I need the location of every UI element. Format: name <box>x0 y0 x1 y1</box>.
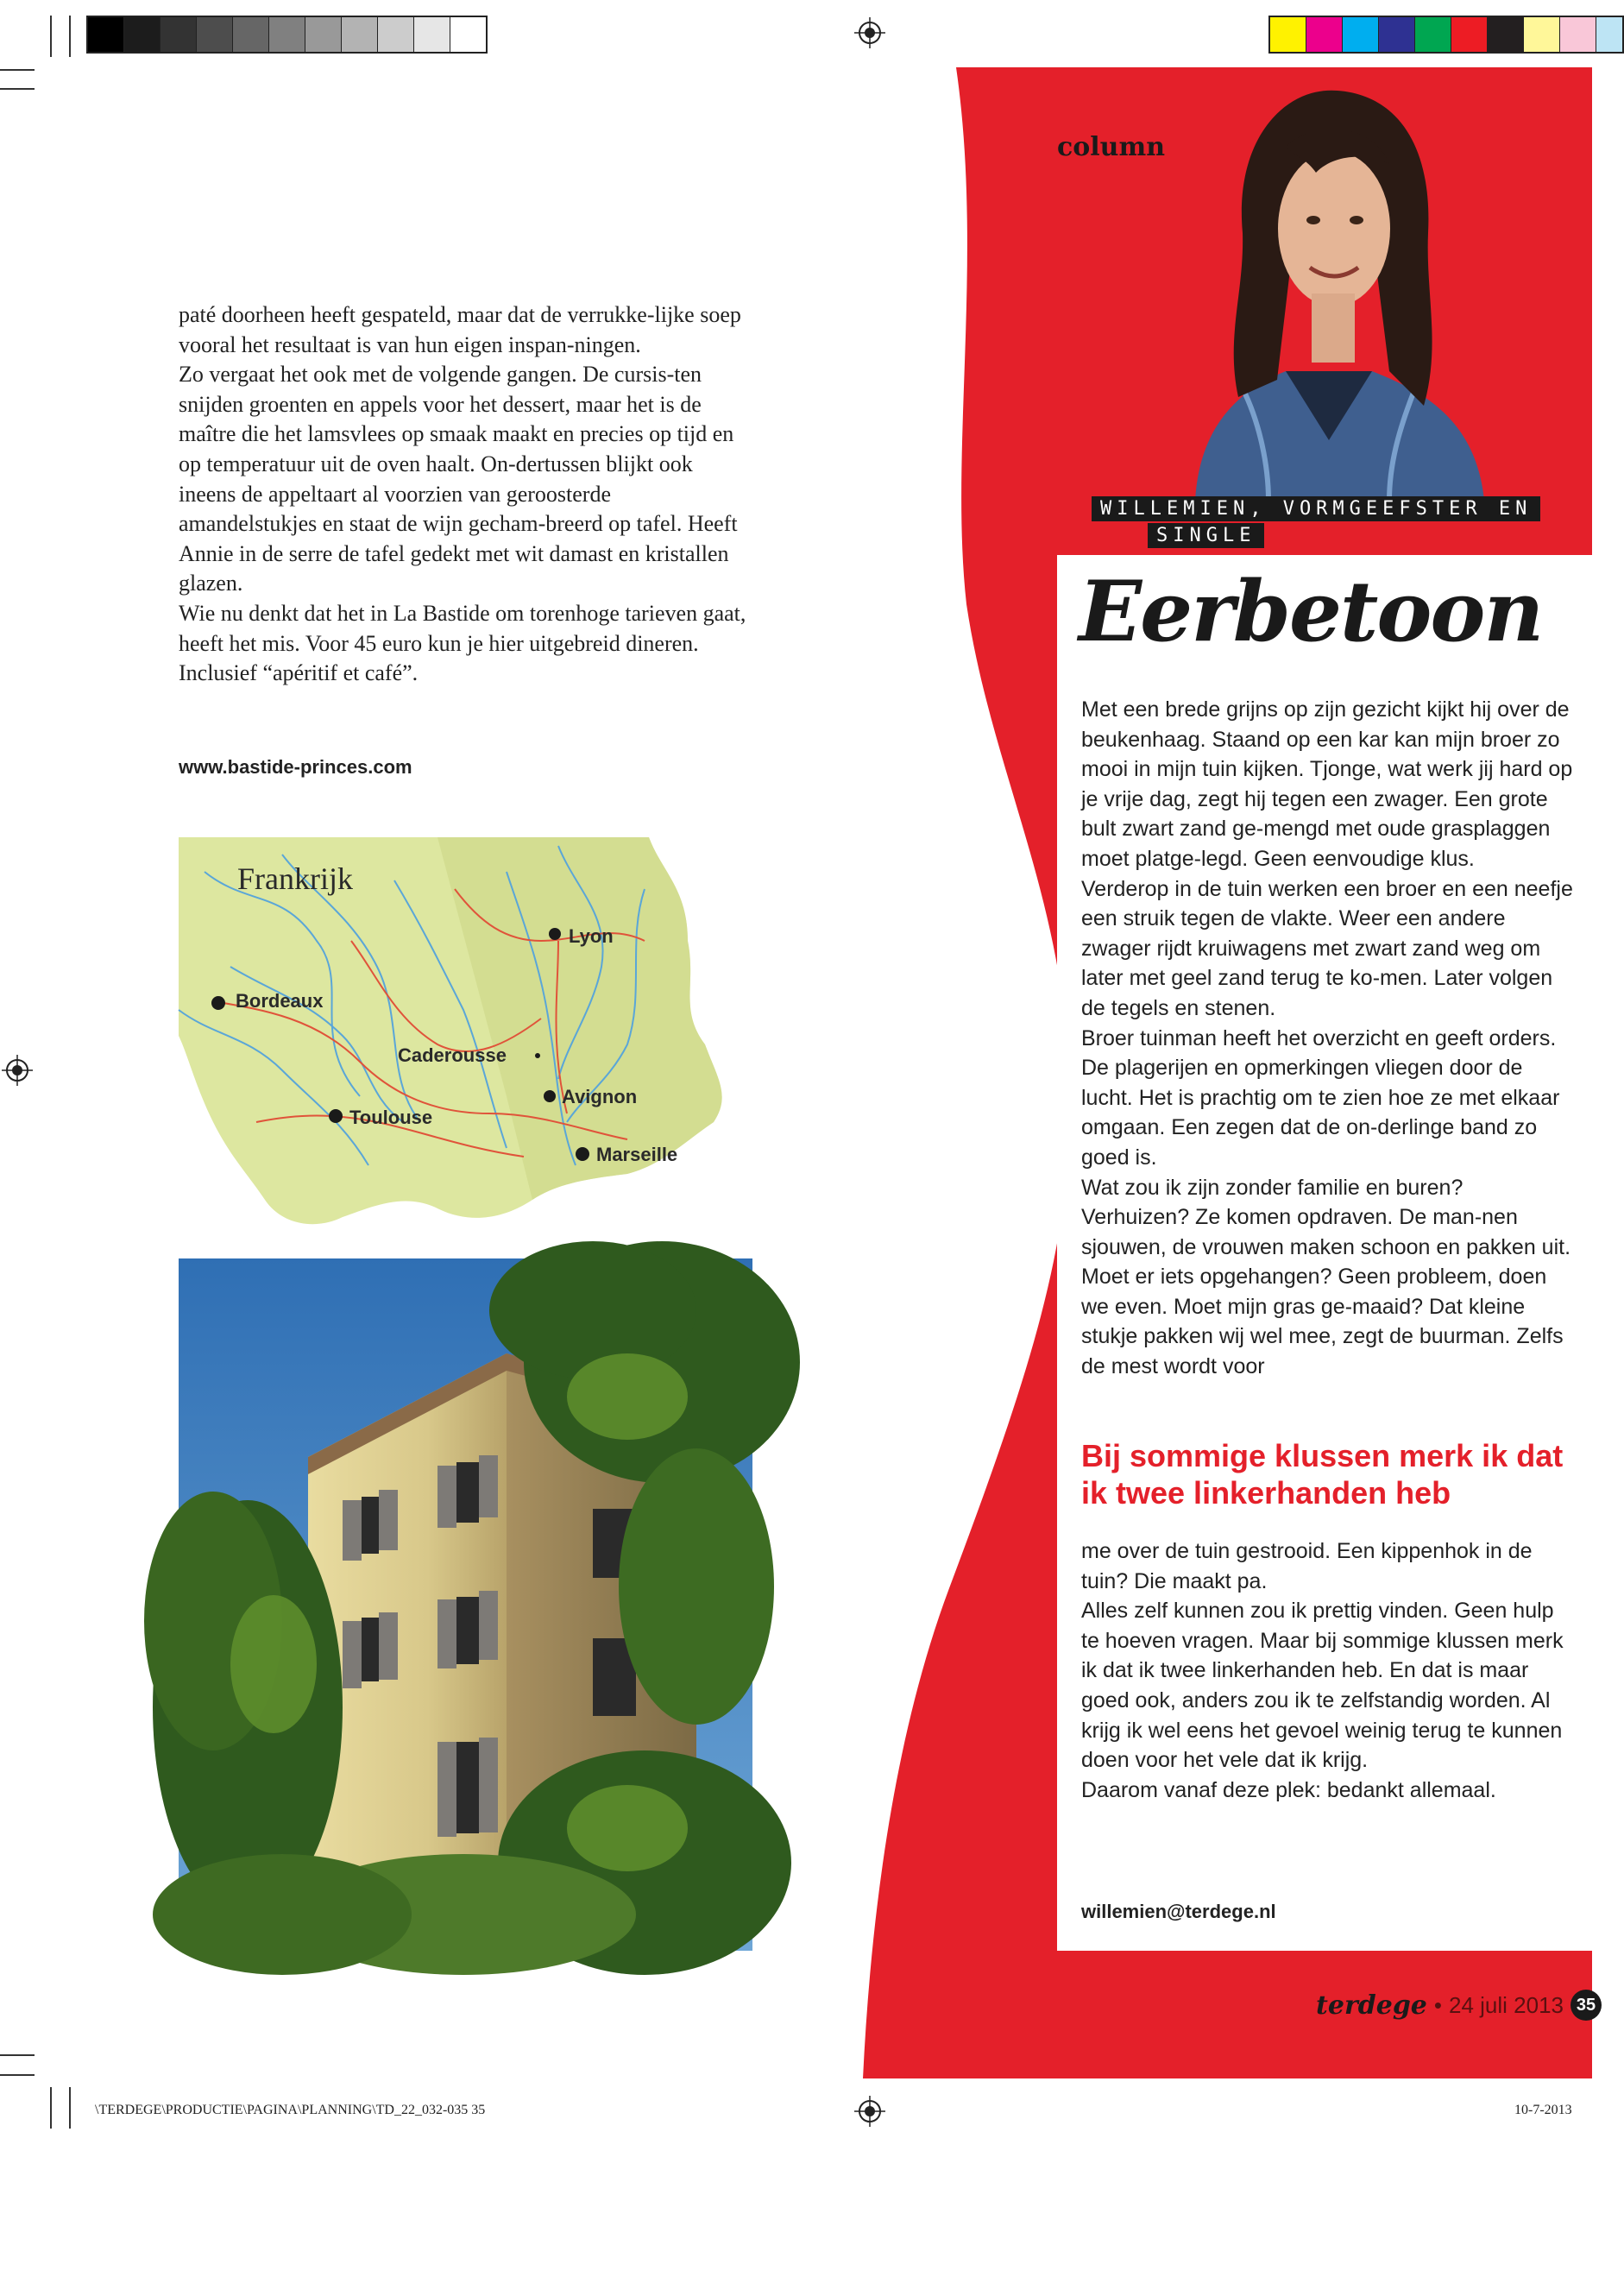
footer-separator: • <box>1433 1991 1442 2018</box>
city-label-marseille: Marseille <box>596 1144 678 1165</box>
city-marker-bordeaux <box>211 996 225 1010</box>
column-paragraph: Met een brede grijns op zijn gezicht kijkt hij over de beukenhaag. Staand op een kar kan mijn broer zo mooi in mijn tuin kijken. Tjonge, wat werk jij hard op je vrije dag, zegt hij tegen een zwager. Een grote bult zwart zand ge-mengd met oude grasplaggen moet platge-legd. Geen eenvoudige klus. <box>1081 697 1573 871</box>
city-marker-caderousse <box>535 1053 540 1058</box>
author-email-link[interactable]: willemien@terdege.nl <box>1081 1901 1276 1922</box>
website-link[interactable]: www.bastide-princes.com <box>179 756 412 778</box>
column-body-part2 <box>1081 1536 1573 1805</box>
page-footer <box>1316 1990 1602 2021</box>
city-label-caderousse: Caderousse <box>398 1044 507 1066</box>
city-label-bordeaux: Bordeaux <box>236 990 324 1012</box>
column-body-part1 <box>1081 695 1573 1382</box>
print-slug-path: \TERDEGE\PRODUCTIE\PAGINA\PLANNING\TD_22_032-035 35 <box>95 2103 486 2117</box>
portrait-columnist <box>1113 60 1545 501</box>
section-label: column <box>1057 132 1166 162</box>
city-marker-marseille <box>576 1147 589 1161</box>
map-southern-france <box>179 837 729 1230</box>
city-label-avignon: Avignon <box>562 1086 638 1107</box>
column-paragraph: Daarom vanaf deze plek: bedankt allemaal. <box>1081 1777 1496 1802</box>
article-continuation <box>179 300 748 689</box>
photo-stone-house <box>179 1258 752 1951</box>
print-slug-date: 10-7-2013 <box>1514 2103 1572 2117</box>
article-paragraph: paté doorheen heeft gespateld, maar dat de verrukke-lijke soep vooral het resultaat is van hun eigen inspan-ningen. <box>179 302 741 357</box>
city-marker-avignon <box>544 1090 556 1102</box>
map-title: Frankrijk <box>237 861 353 896</box>
pull-quote: Bij sommige klussen merk ik dat ik twee linkerhanden heb <box>1081 1438 1564 1511</box>
column-paragraph: Broer tuinman heeft het overzicht en geeft orders. De plagerijen en opmerkingen vliegen door de lucht. Het is prachtig om te zien hoe ze met elkaar omgaan. Een zegen dat de on-derlinge band zo goed is. <box>1081 1025 1560 1170</box>
page-number: 35 <box>1570 1990 1602 2021</box>
column-paragraph: Alles zelf kunnen zou ik prettig vinden. Geen hulp te hoeven vragen. Maar bij sommige klussen merk ik dat ik twee linkerhanden heb. En dat is maar goed ook, anders zou ik te zelfstandig worden. Al krijg ik wel eens het gevoel weinig terug te kunnen doen voor het vele dat ik krijg. <box>1081 1599 1564 1773</box>
portrait-caption-line2: SINGLE <box>1148 523 1264 548</box>
magazine-brand: terdege <box>1316 1990 1427 2021</box>
issue-date: 24 juli 2013 <box>1449 1991 1564 2018</box>
column-paragraph: me over de tuin gestrooid. Een kippenhok in de tuin? Die maakt pa. <box>1081 1539 1533 1593</box>
article-paragraph: Zo vergaat het ook met de volgende gangen. De cursis-ten snijden groenten en appels voor het dessert, maar het is de maître die het lamsvlees op smaak maakt en precies op tijd en op temperatuur uit de oven haalt. On-dertussen blijkt ook ineens de appeltaart al voorzien van geroosterde amandelstukjes en staat de wijn gecham-breerd op tafel. Heeft Annie in de serre de tafel gedekt met wit damast en kristallen glazen. <box>179 362 738 596</box>
city-label-toulouse: Toulouse <box>349 1107 433 1128</box>
city-marker-toulouse <box>329 1109 343 1123</box>
column-paragraph: Verderop in de tuin werken een broer en een neefje een struik tegen de vlakte. Weer een andere zwager rijdt kruiwagens met zwart zand weg om later met geel zand terug te ko-men. Later volgen de tegels en stenen. <box>1081 876 1573 1020</box>
city-marker-lyon <box>549 928 561 940</box>
article-paragraph: Wie nu denkt dat het in La Bastide om torenhoge tarieven gaat, heeft het mis. Voor 45 euro kun je hier uitgebreid dineren. Inclusief “apéritif et café”. <box>179 600 746 686</box>
column-paragraph: Wat zou ik zijn zonder familie en buren? Verhuizen? Ze komen opdraven. De man-nen sjouwen, de vrouwen maken schoon en pakken uit. Moet er iets opgehangen? Geen probleem, doen we even. Moet mijn gras ge-maaid? Dat kleine stukje pakken wij wel mee, zegt de buurman. Zelfs de mest wordt voor <box>1081 1175 1571 1379</box>
column-headline: Eerbetoon <box>1079 563 1543 660</box>
portrait-caption-line1: WILLEMIEN, VORMGEEFSTER EN <box>1092 496 1540 521</box>
city-label-lyon: Lyon <box>569 925 614 947</box>
